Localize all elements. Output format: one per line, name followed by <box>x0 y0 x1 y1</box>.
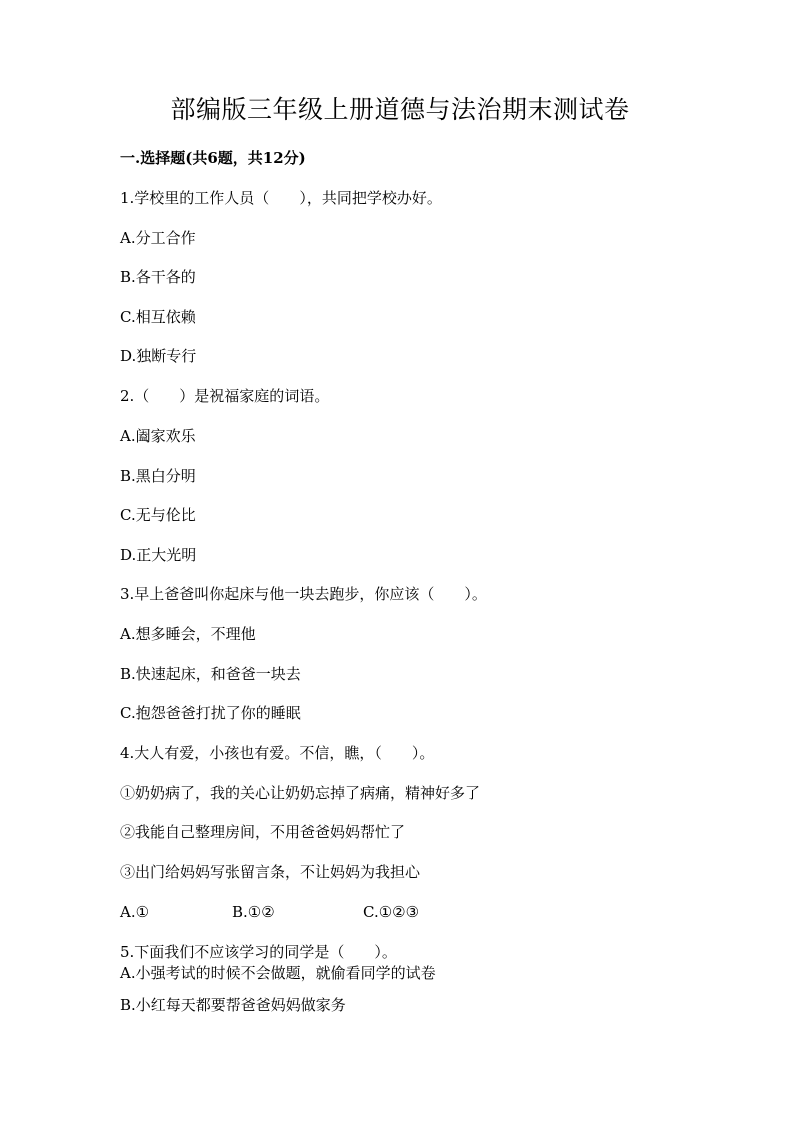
question-1-stem: 1.学校里的工作人员（ ），共同把学校办好。 <box>120 189 442 207</box>
question-1-option-a: A.分工合作 <box>120 229 196 247</box>
question-2-option-c: C.无与伦比 <box>120 506 196 524</box>
section-heading: 一.选择题(共6题，共12分) <box>120 149 306 167</box>
exam-title: 部编版三年级上册道德与法治期末测试卷 <box>170 95 630 124</box>
question-1-option-b: B.各干各的 <box>120 268 196 286</box>
question-1-option-c: C.相互依赖 <box>120 308 196 326</box>
question-3-option-b: B.快速起床，和爸爸一块去 <box>120 665 301 683</box>
question-5-option-a: A.小强考试的时候不会做题，就偷看同学的试卷 <box>120 964 436 982</box>
question-3-option-a: A.想多睡会，不理他 <box>120 625 256 643</box>
question-2-option-b: B.黑白分明 <box>120 467 196 485</box>
question-3-stem: 3.早上爸爸叫你起床与他一块去跑步，你应该（ ）。 <box>120 585 487 603</box>
question-3-option-c: C.抱怨爸爸打扰了你的睡眠 <box>120 704 301 722</box>
question-4-item-1: ①奶奶病了，我的关心让奶奶忘掉了病痛，精神好多了 <box>120 784 481 802</box>
question-4-item-3: ③出门给妈妈写张留言条，不让妈妈为我担心 <box>120 863 421 881</box>
question-5-stem: 5.下面我们不应该学习的同学是（ ）。 <box>120 943 397 961</box>
question-2-option-a: A.阖家欢乐 <box>120 427 196 445</box>
question-2-stem: 2.（ ）是祝福家庭的词语。 <box>120 387 330 405</box>
question-4-stem: 4.大人有爱，小孩也有爱。不信，瞧，（ ）。 <box>120 744 435 762</box>
question-1-option-d: D.独断专行 <box>120 347 197 365</box>
question-4-option-c: C.①②③ <box>363 903 420 921</box>
question-5-option-b: B.小红每天都要帮爸爸妈妈做家务 <box>120 996 346 1014</box>
question-4-option-b: B.①② <box>232 903 275 921</box>
question-4-item-2: ②我能自己整理房间，不用爸爸妈妈帮忙了 <box>120 823 406 841</box>
question-2-option-d: D.正大光明 <box>120 546 197 564</box>
question-4-option-a: A.① <box>120 903 150 921</box>
